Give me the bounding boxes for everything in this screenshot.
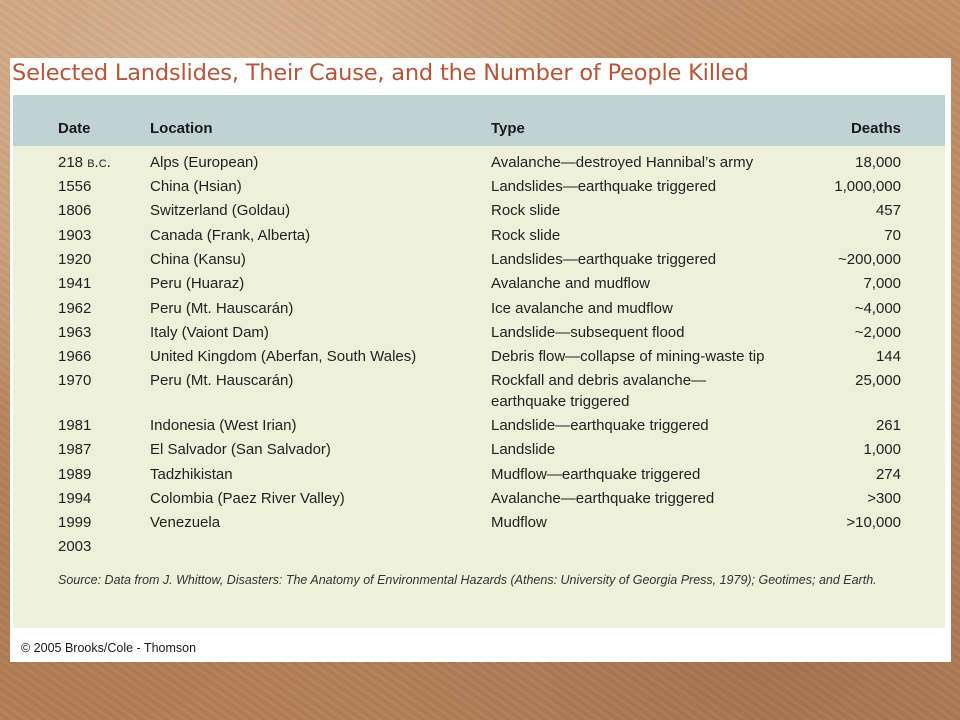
- cell-type: Avalanche and mudflow: [491, 275, 650, 292]
- cell-date: 1970: [58, 372, 92, 389]
- slide-panel: [10, 58, 951, 662]
- cell-deaths: 1,000: [863, 441, 901, 458]
- cell-type: Avalanche—destroyed Hannibal’s army: [491, 154, 754, 171]
- table-row: [13, 416, 945, 438]
- cell-date: 2003: [58, 538, 92, 555]
- table-row: [13, 323, 945, 345]
- cell-type: Avalanche—earthquake triggered: [491, 490, 715, 507]
- cell-location: Indonesia (West Irian): [150, 417, 297, 434]
- cell-date: 1556: [58, 178, 92, 195]
- cell-date: 1989: [58, 466, 92, 483]
- cell-location: Peru (Mt. Hauscarán): [150, 300, 294, 317]
- cell-location: China (Kansu): [150, 251, 246, 268]
- table-row: [13, 489, 945, 511]
- cell-type: Rockfall and debris avalanche—: [491, 372, 707, 389]
- table-row: [13, 250, 945, 272]
- cell-location: Peru (Huaraz): [150, 275, 245, 292]
- table-row: [13, 274, 945, 296]
- cell-date: 1963: [58, 324, 92, 341]
- cell-type-continued: earthquake triggered: [491, 393, 630, 410]
- cell-location: United Kingdom (Aberfan, South Wales): [150, 348, 417, 365]
- table-row: [13, 347, 945, 369]
- cell-type: Rock slide: [491, 227, 561, 244]
- cell-type: Landslide: [491, 441, 556, 458]
- cell-type: Mudflow—earthquake triggered: [491, 466, 701, 483]
- cell-location: Peru (Mt. Hauscarán): [150, 372, 294, 389]
- cell-deaths: 457: [875, 202, 901, 219]
- cell-deaths: >10,000: [846, 514, 901, 531]
- cell-date: 1981: [58, 417, 92, 434]
- table-header: [13, 95, 945, 146]
- cell-deaths: 7,000: [863, 275, 901, 292]
- header-date: Date: [58, 120, 91, 137]
- cell-location: Italy (Vaiont Dam): [150, 324, 269, 341]
- cell-deaths: 144: [875, 348, 901, 365]
- table-row: [13, 299, 945, 321]
- table-row: [13, 153, 945, 175]
- cell-deaths: 261: [875, 417, 901, 434]
- table-row: [13, 177, 945, 199]
- cell-location: Colombia (Paez River Valley): [150, 490, 345, 507]
- table-row: [13, 513, 945, 535]
- cell-location: Venezuela: [150, 514, 221, 531]
- cell-date: 1903: [58, 227, 92, 244]
- cell-deaths: ~2,000: [854, 324, 901, 341]
- cell-location: China (Hsian): [150, 178, 242, 195]
- table-row: [13, 465, 945, 487]
- cell-deaths: 70: [884, 227, 901, 244]
- cell-type: Mudflow: [491, 514, 547, 531]
- table-row: [13, 440, 945, 462]
- copyright-notice: © 2005 Brooks/Cole - Thomson: [21, 641, 197, 655]
- cell-date: 1806: [58, 202, 92, 219]
- cell-date: 1966: [58, 348, 92, 365]
- cell-location: Tadzhikistan: [150, 466, 233, 483]
- cell-date: 218 b.c.: [58, 154, 111, 171]
- cell-date: 1987: [58, 441, 92, 458]
- cell-deaths: ~200,000: [838, 251, 901, 268]
- table-row: [13, 201, 945, 223]
- cell-deaths: ~4,000: [854, 300, 901, 317]
- cell-location: Switzerland (Goldau): [150, 202, 291, 219]
- slide-title: Selected Landslides, Their Cause, and the Number of People Killed: [12, 60, 749, 86]
- cell-type: Landslide—subsequent flood: [491, 324, 685, 341]
- cell-type: Landslides—earthquake triggered: [491, 251, 717, 268]
- cell-location: Canada (Frank, Alberta): [150, 227, 311, 244]
- cell-location: Alps (European): [150, 154, 259, 171]
- header-type: Type: [491, 120, 525, 137]
- cell-date: 1999: [58, 514, 92, 531]
- cell-type: Rock slide: [491, 202, 561, 219]
- cell-deaths: 1,000,000: [834, 178, 901, 195]
- cell-deaths: >300: [867, 490, 901, 507]
- header-deaths: Deaths: [850, 120, 901, 137]
- table-row: [13, 537, 945, 559]
- landslides-table: [13, 95, 945, 628]
- cell-date: 1941: [58, 275, 92, 292]
- source-note: Source: Data from J. Whittow, Disasters: The Anatomy of Environmental Hazards (Athens: University of Georgia Press, 1979); Geotimes; and Earth.: [58, 573, 877, 587]
- cell-location: El Salvador (San Salvador): [150, 441, 331, 458]
- cell-date: 1994: [58, 490, 92, 507]
- cell-type: Debris flow—collapse of mining-waste tip: [491, 348, 765, 365]
- cell-deaths: 25,000: [855, 372, 901, 389]
- cell-date: 1962: [58, 300, 92, 317]
- cell-type: Ice avalanche and mudflow: [491, 300, 673, 317]
- cell-deaths: 274: [875, 466, 901, 483]
- cell-deaths: 18,000: [855, 154, 901, 171]
- table-row: [13, 371, 945, 415]
- header-location: Location: [150, 120, 213, 137]
- cell-date: 1920: [58, 251, 92, 268]
- table-row: [13, 226, 945, 248]
- cell-type: Landslide—earthquake triggered: [491, 417, 709, 434]
- cell-type: Landslides—earthquake triggered: [491, 178, 717, 195]
